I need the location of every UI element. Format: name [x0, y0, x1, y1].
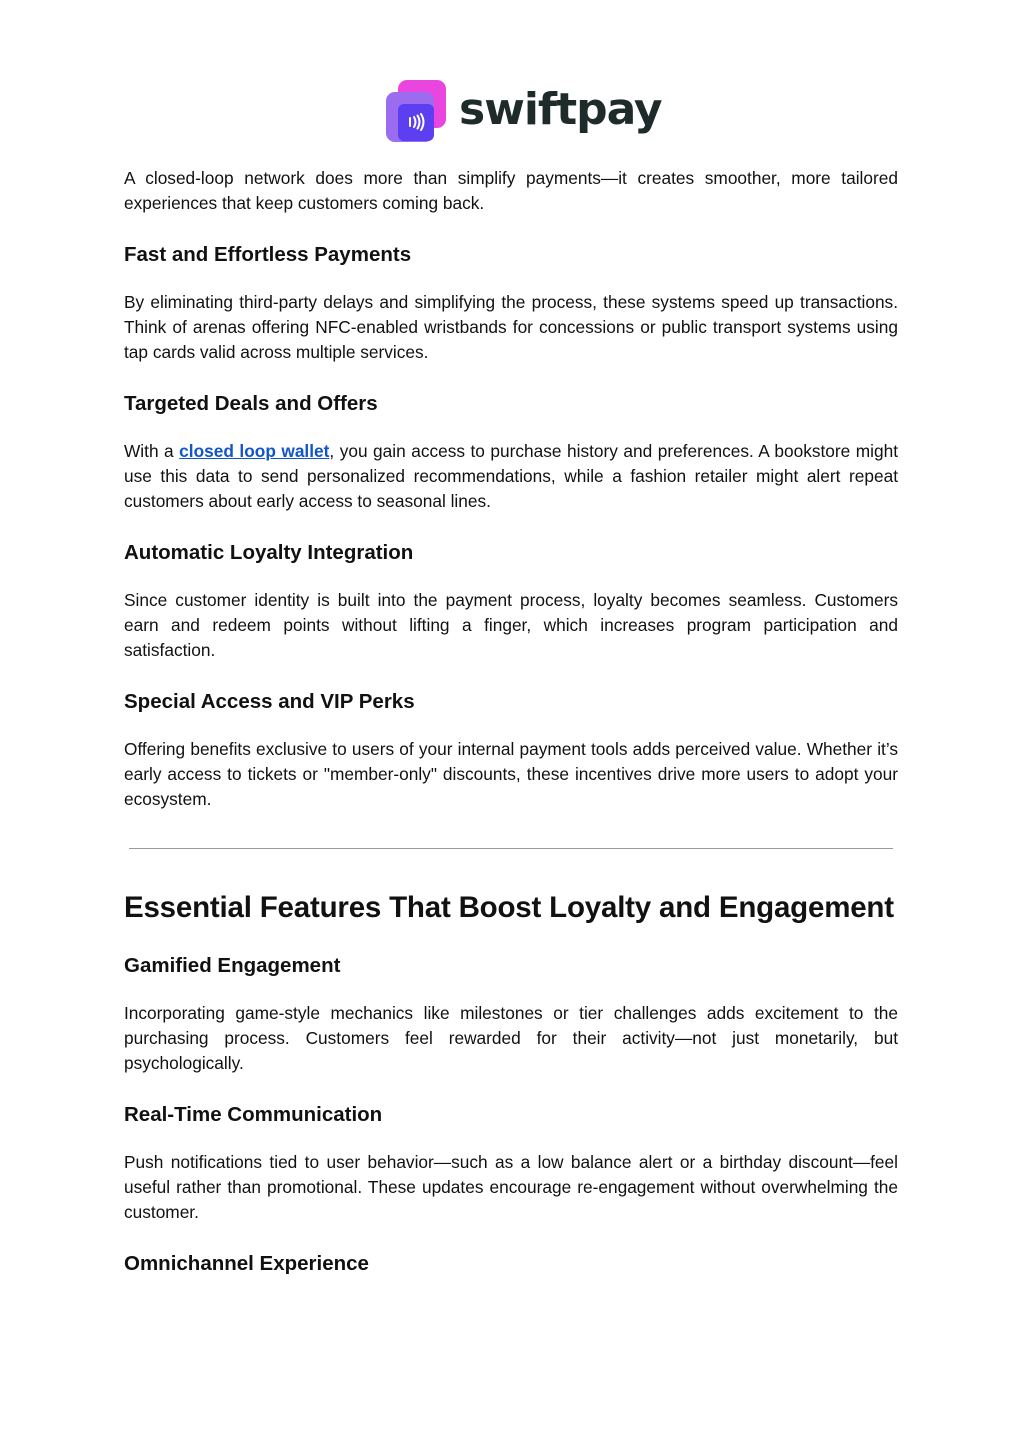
- section-loyalty-integration: [124, 540, 898, 566]
- logo-inner-square: [398, 104, 434, 141]
- logo-mark: [386, 80, 448, 144]
- feature-heading: Omnichannel Experience: [124, 1252, 369, 1275]
- section-heading: Fast and Effortless Payments: [124, 243, 412, 266]
- section-paragraph: [124, 439, 898, 514]
- closed-loop-wallet-link[interactable]: closed loop wallet: [179, 441, 330, 461]
- logo-front-square: [386, 92, 434, 142]
- feature-heading: Gamified Engagement: [124, 954, 341, 977]
- main-heading-block: [124, 890, 898, 926]
- feature-omnichannel: [124, 1251, 898, 1277]
- section-fast-payments-body: [124, 290, 898, 365]
- swiftpay-logo: [386, 80, 662, 144]
- paragraph-text-before-link: With a: [124, 441, 180, 461]
- feature-gamified-body: [124, 1001, 898, 1076]
- feature-heading: Real-Time Communication: [124, 1103, 383, 1126]
- section-heading: Special Access and VIP Perks: [124, 690, 415, 713]
- section-heading: Targeted Deals and Offers: [124, 392, 378, 415]
- feature-paragraph: Push notifications tied to user behavior—such as a low balance alert or a birthday discount—feel useful rather than promotional. These updates encourage re-engagement without overwhelming the customer.: [124, 1152, 898, 1222]
- section-targeted-deals: [124, 391, 898, 417]
- section-vip-perks-body: [124, 737, 898, 812]
- horizontal-divider: [129, 848, 893, 849]
- feature-gamified: [124, 953, 898, 979]
- section-paragraph: By eliminating third-party delays and simplifying the process, these systems speed up transactions. Think of arenas offering NFC-enabled wristbands for concessions or public transport systems using tap cards valid across multiple services.: [124, 292, 898, 362]
- intro-paragraph: A closed-loop network does more than simplify payments—it creates smoother, more tailored experiences that keep customers coming back.: [124, 168, 898, 213]
- main-heading: Essential Features That Boost Loyalty and Engagement: [124, 891, 894, 924]
- feature-paragraph: Incorporating game-style mechanics like milestones or tier challenges adds excitement to the purchasing process. Customers feel rewarded for their activity—not just monetarily, but psychologically.: [124, 1003, 898, 1073]
- section-heading: Automatic Loyalty Integration: [124, 541, 414, 564]
- feature-real-time-body: [124, 1150, 898, 1225]
- section-loyalty-integration-body: [124, 588, 898, 663]
- paragraph-text-after-link: , you gain access to purchase history and preferences. A bookstore might use this data to send personalized recommendations, while a fashion retailer might alert repeat customers about early access to seasonal lines.: [124, 441, 899, 511]
- logo-wordmark: swiftpay: [459, 84, 662, 135]
- section-paragraph: Since customer identity is built into the payment process, loyalty becomes seamless. Customers earn and redeem points without lifting a finger, which increases program participation and satisfaction.: [124, 590, 898, 660]
- intro-block: [124, 166, 898, 216]
- section-fast-payments: [124, 242, 898, 268]
- section-vip-perks: [124, 689, 898, 715]
- contactless-payment-icon: [406, 112, 426, 132]
- section-targeted-deals-body: [124, 439, 898, 514]
- feature-real-time: [124, 1102, 898, 1128]
- section-paragraph: Offering benefits exclusive to users of your internal payment tools adds perceived value. Whether it’s early access to tickets or "member-only" discounts, these incentives drive more users to adopt your ecosystem.: [124, 739, 898, 809]
